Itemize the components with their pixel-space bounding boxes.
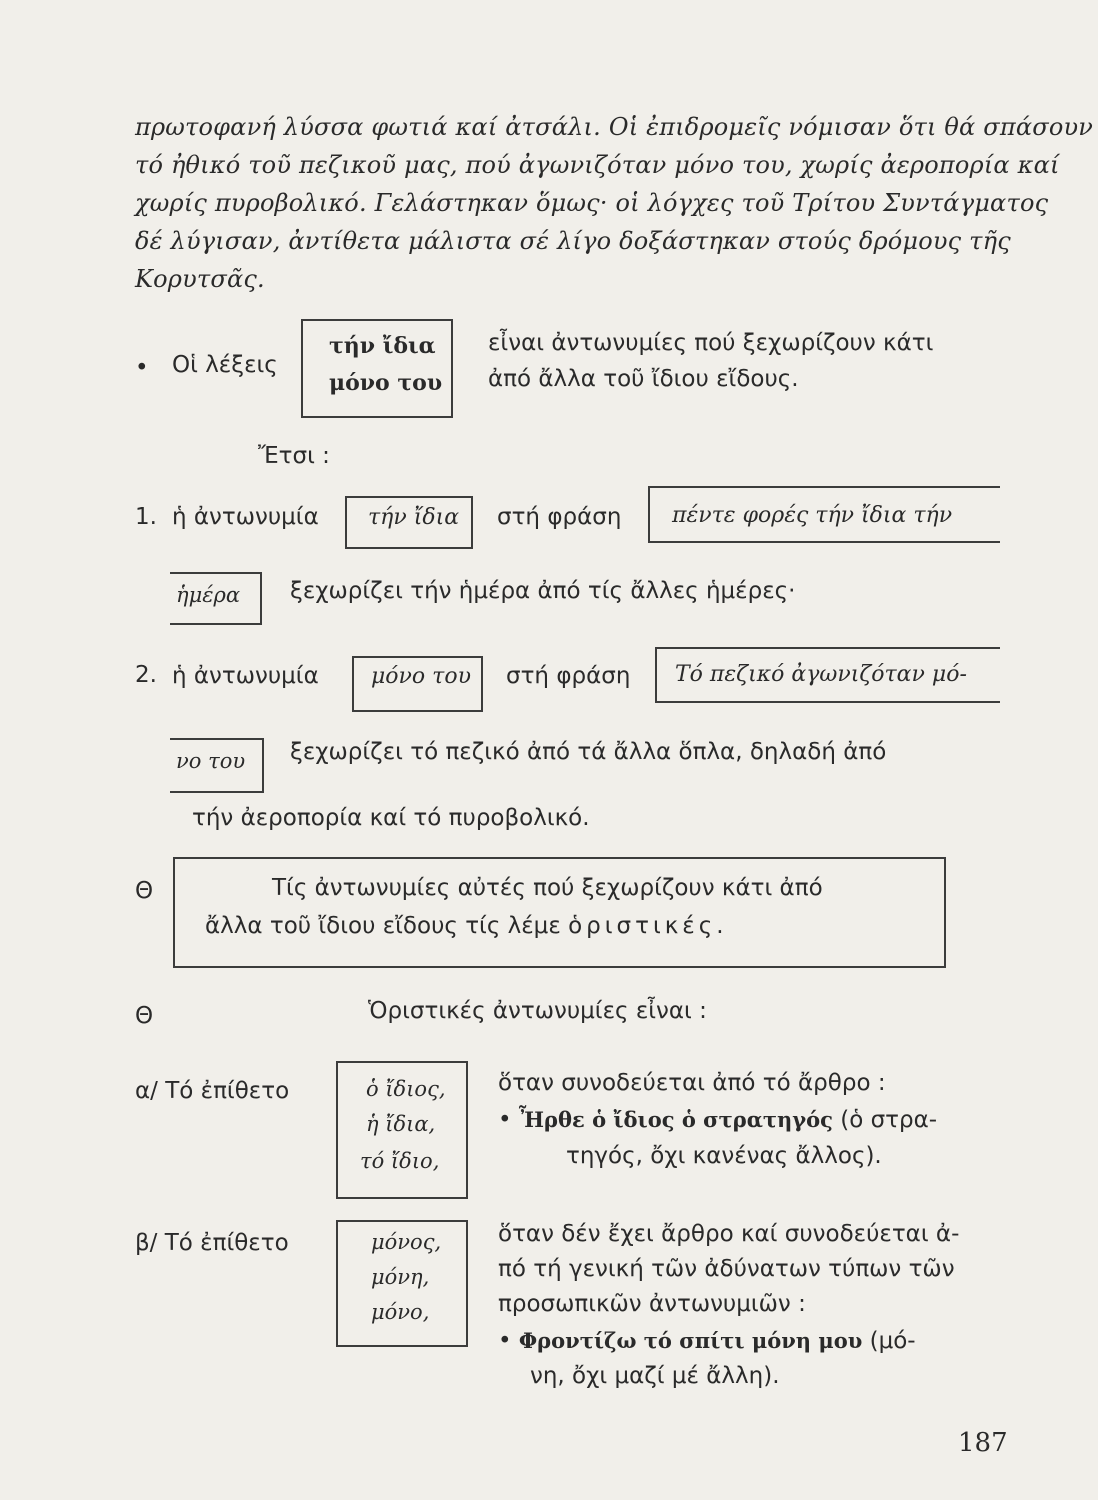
example1-mid: στή φράση [497,504,622,530]
paragraph-line-2: τό ἠθικό τοῦ πεζικοῦ μας, πού ἀγωνιζόταν μόνο του, χωρίς ἀεροπορία καί [135,151,1060,179]
item-a-example-bold: Ἦρθε ὁ ἴδιος ὁ στρατηγός [518,1107,833,1132]
paragraph-line-1: πρωτοφανή λύσσα φωτιά καί ἀτσάλι. Οἱ ἐπιδρομεῖς νόμισαν ὅτι θά σπάσουν [135,113,1094,141]
item-b-form-1: μόνος, [371,1230,442,1254]
item-a-label: α/ Τό ἐπίθετο [135,1078,290,1104]
example1-phrase-b: ἡμέρα [176,583,241,607]
item-a-example-bullet: • [498,1107,512,1133]
item-b-example [498,1328,916,1354]
intro-lead: Οἱ λέξεις [172,352,278,378]
example2-phrase-a: Τό πεζικό ἀγωνιζόταν μό- [675,662,967,687]
item-b-example-rest: (μό- [869,1328,916,1354]
item-b-example-bullet: • [498,1328,512,1354]
intro-box-line-2: μόνο του [329,370,443,396]
item-b-desc-1: ὅταν δέν ἔχει ἄρθρο καί συνοδεύεται ἀ- [498,1221,960,1247]
paragraph-line-5: Κορυτσᾶς. [135,265,265,293]
item-b-label: β/ Τό ἐπίθετο [135,1230,289,1256]
example1-pronoun: τήν ἴδια [368,505,460,530]
intro-text-line-1: εἶναι ἀντωνυμίες πού ξεχωρίζουν κάτι [488,330,934,356]
example2-mid: στή φράση [506,663,631,689]
item-b-desc-5: νη, ὄχι μαζί μέ ἄλλη). [530,1363,780,1389]
item-a-desc-3: τηγός, ὄχι κανένας ἄλλος). [566,1143,882,1169]
intro-text-line-2: ἀπό ἄλλα τοῦ ἴδιου εἴδους. [488,366,799,392]
rule-line-2-text: ἄλλα τοῦ ἴδιου εἴδους τίς λέμε [205,913,561,939]
example2-pronoun: μόνο του [371,664,471,689]
intro-bullet: • [135,355,149,381]
example2-rest: ξεχωρίζει τό πεζικό ἀπό τά ἄλλα ὅπλα, δηλαδή ἀπό [290,739,887,765]
etsi-label: Ἔτσι : [258,443,330,469]
rule-line-2 [205,913,728,939]
rule-term: ὁριστικές. [568,913,728,939]
paragraph-line-3: χωρίς πυροβολικό. Γελάστηκαν ὅμως· οἱ λόγχες τοῦ Τρίτου Συντάγματος [135,189,1049,217]
item-b-desc-3: προσωπικῶν ἀντωνυμιῶν : [498,1291,806,1317]
rule-marker-icon: Θ [135,878,154,904]
item-b-example-bold: Φροντίζω τό σπίτι μόνη μου [518,1328,863,1353]
example1-phrase-a: πέντε φορές τήν ἴδια τήν [672,503,953,528]
example1-rest: ξεχωρίζει τήν ἡμέρα ἀπό τίς ἄλλες ἡμέρες· [290,578,796,604]
item-a-form-3: τό ἴδιο, [360,1149,440,1173]
example1-lead: ἡ ἀντωνυμία [172,504,319,530]
paragraph-line-4: δέ λύγισαν, ἀντίθετα μάλιστα σέ λίγο δοξάστηκαν στούς δρόμους τῆς [135,227,1011,255]
example1-number: 1. [135,504,157,530]
item-a-form-2: ἡ ἴδια, [366,1112,436,1136]
item-a-desc-1: ὅταν συνοδεύεται ἀπό τό ἄρθρο : [498,1070,886,1096]
item-a-example [498,1107,937,1133]
item-a-form-1: ὁ ἴδιος, [366,1077,446,1101]
example2-rest2: τήν ἀεροπορία καί τό πυροβολικό. [192,805,590,831]
example2-number: 2. [135,662,157,688]
page-number: 187 [958,1428,1008,1458]
list-marker-icon: Θ [135,1003,154,1029]
intro-box-line-1: τήν ἴδια [329,333,436,359]
item-a-example-rest: (ὁ στρα- [840,1107,938,1133]
list-heading: Ὁριστικές ἀντωνυμίες εἶναι : [368,998,707,1024]
item-b-form-2: μόνη, [371,1265,430,1289]
example2-phrase-b: νο του [176,749,246,773]
rule-line-1: Τίς ἀντωνυμίες αὐτές πού ξεχωρίζουν κάτι ἀπό [272,875,823,901]
item-b-desc-2: πό τή γενική τῶν ἀδύνατων τύπων τῶν [498,1256,955,1282]
item-b-form-3: μόνο, [371,1300,430,1324]
example2-lead: ἡ ἀντωνυμία [172,663,319,689]
